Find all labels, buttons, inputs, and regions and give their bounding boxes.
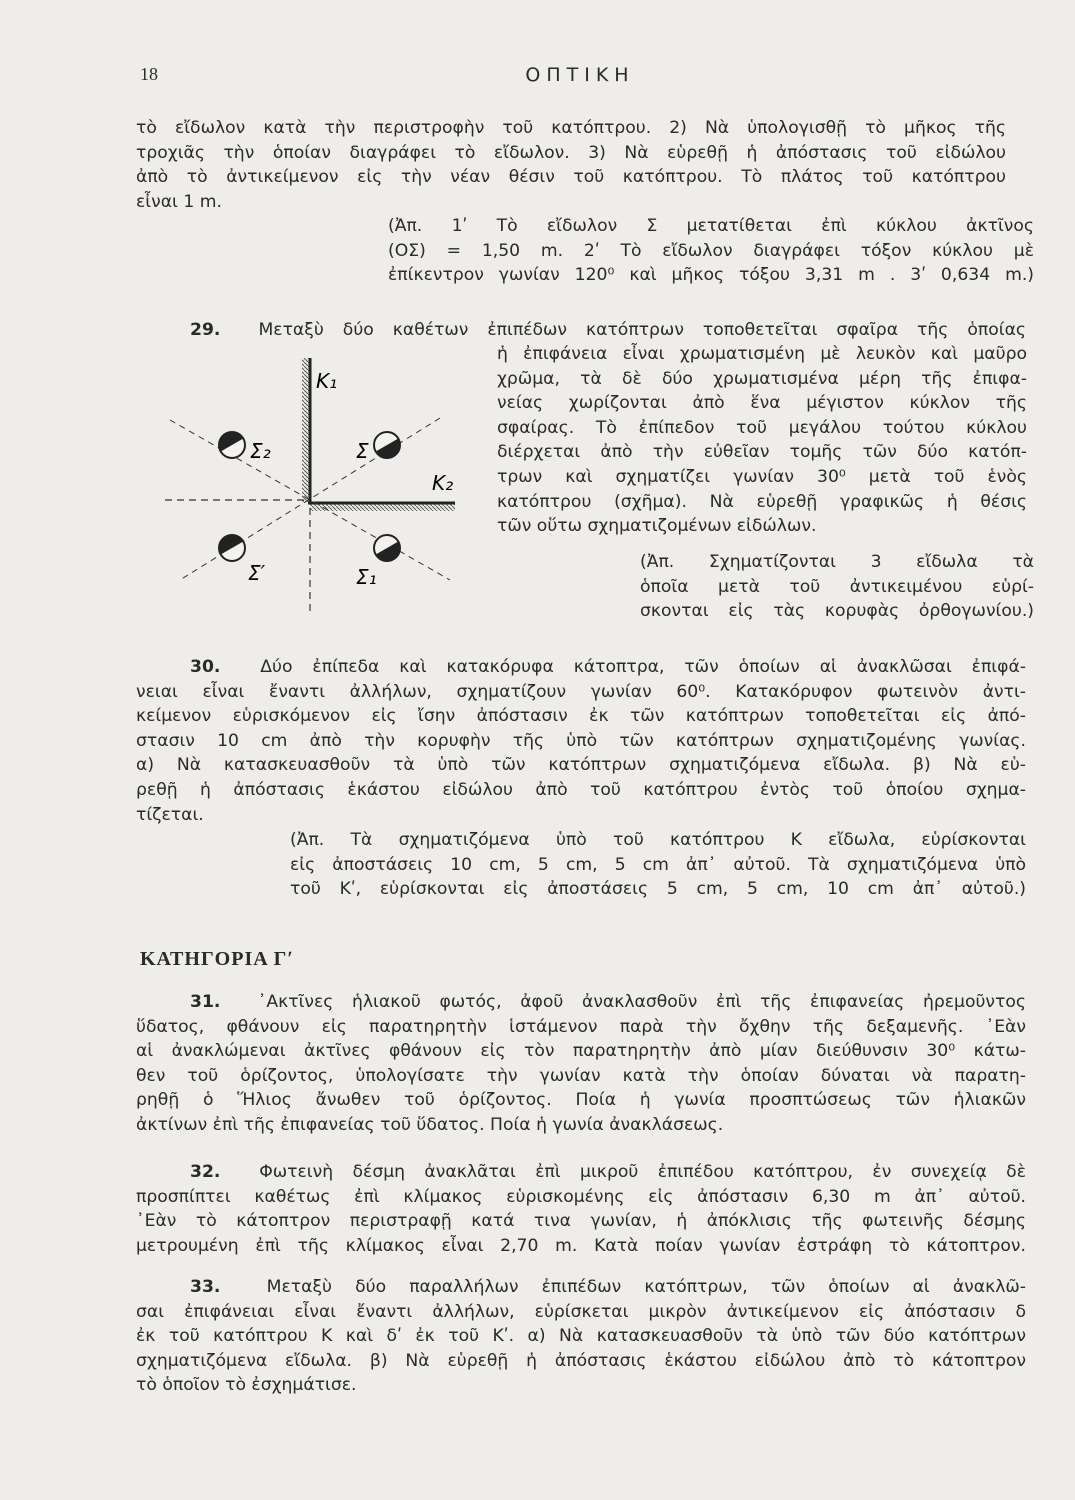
text-line: (Ἀπ. Τὰ σχηματιζόμενα ὑπὸ τοῦ κατόπτρου Κ εἴδωλα, εὑρίσκονται xyxy=(290,830,1026,850)
label-s2: Σ₂ xyxy=(250,439,271,463)
text-line: σφαίρας. Τὸ ἐπίπεδον τοῦ μεγάλου τούτου κύκλου xyxy=(497,417,1027,438)
text-line: νειαι εἶναι ἔναντι ἀλλήλων, σχηματίζουν γωνίαν 60⁰. Κατακόρυφον φωτεινὸν ἀντι- xyxy=(136,681,1026,702)
text-line: Δύο ἐπίπεδα καὶ κατακόρυφα κάτοπτρα, τῶν ὁποίων αἱ ἀνακλῶσαι ἐπιφά- xyxy=(260,657,1026,677)
label-s-prime: Σ′ xyxy=(248,561,266,585)
sphere-s xyxy=(374,432,405,463)
problem-number: 33. xyxy=(190,1277,221,1297)
label-k2: K₂ xyxy=(432,471,454,495)
text-line: ἀκτίνων ἐπὶ τῆς ἐπιφανείας τοῦ ὕδατος. Ποία ἡ γωνία ἀνακλάσεως. xyxy=(136,1114,724,1135)
text-line: προσπίπτει καθέτως ἐπὶ κλίμακος εὑρισκομένης εἰς ἀπόστασιν 6,30 m ἀπ᾽ αὐτοῦ. xyxy=(136,1186,1026,1207)
text-line: τροχιᾶς τὴν ὁποίαν διαγράφει τὸ εἴδωλον. 3) Νὰ εὑρεθῇ ἡ ἀπόστασις τοῦ εἰδώλου xyxy=(136,142,1006,163)
problem-number: 29. xyxy=(190,320,221,340)
text-line: (Ἀπ. Σχηματίζονται 3 εἴδωλα τὰ xyxy=(640,552,1034,572)
text-line: μετρουμένη ἐπὶ τῆς κλίμακος εἶναι 2,70 m. Κατὰ ποίαν γωνίαν ἐστράφη τὸ κάτοπτρον. xyxy=(136,1235,1026,1256)
text-line: ὁποῖα μετὰ τοῦ ἀντικειμένου εὑρί- xyxy=(640,576,1034,597)
problem-29-answer xyxy=(640,550,1034,624)
sphere-s2 xyxy=(214,427,245,458)
text-line: ρηθῇ ὁ Ἥλιος ἄνωθεν τοῦ ὁρίζοντος. Ποία ἡ γωνία προσπτώσεως τῶν ἡλιακῶν xyxy=(136,1090,1026,1111)
intro-paragraph xyxy=(136,116,1006,214)
text-line: τρων καὶ σχηματίζει γωνίαν 30⁰ μετὰ τοῦ ἑνὸς xyxy=(497,466,1027,487)
text-line: ᾿Εὰν τὸ κάτοπτρον περιστραφῇ κατά τινα γωνίαν, ἡ ἀπόκλισις τῆς φωτεινῆς δέσμης xyxy=(136,1211,1026,1232)
problem-29-first-line xyxy=(190,318,1026,343)
intro-answer xyxy=(388,214,1034,288)
text-line: κατόπτρου (σχῆμα). Νὰ εὑρεθῇ γραφικῶς ἡ θέσις xyxy=(497,491,1027,512)
problem-33 xyxy=(136,1275,1026,1398)
mirror-diagram xyxy=(160,350,470,620)
text-line: κείμενον εὑρισκόμενον εἰς ἴσην ἀπόστασιν ἐκ τῶν κατόπτρων τοποθετεῖται εἰς ἀπό- xyxy=(136,706,1026,727)
problem-number: 30. xyxy=(190,657,221,677)
text-line: νείας χωρίζονται ἀπὸ ἕνα μέγιστον κύκλον τῆς xyxy=(497,393,1027,414)
text-line: Μεταξὺ δύο παραλλήλων ἐπιπέδων κατόπτρων, τῶν ὁποίων αἱ ἀνακλῶ- xyxy=(266,1277,1026,1297)
text-line: στασιν 10 cm ἀπὸ τὴν κορυφὴν τῆς ὑπὸ τῶν κατόπτρων σχηματιζομένης γωνίας. xyxy=(136,730,1026,751)
text-line: σαι ἐπιφάνειαι εἶναι ἔναντι ἀλλήλων, εὑρίσκεται μικρὸν ἀντικείμενον εἰς ἀπόστασιν δ xyxy=(136,1301,1026,1322)
text-line: ἀπὸ τὸ ἀντικείμενον εἰς τὴν νέαν θέσιν τοῦ κατόπτρου. Τὸ πλάτος τοῦ κατόπτρου xyxy=(136,167,1006,188)
text-line: εἶναι 1 m. xyxy=(136,191,222,212)
text-line: σκονται εἰς τὰς κορυφὰς ὀρθογωνίου.) xyxy=(640,601,1034,622)
sphere-s-prime xyxy=(214,530,245,561)
text-line: διέρχεται ἀπὸ τὴν εὐθεῖαν τομῆς τῶν δύο κατόπ- xyxy=(497,442,1027,463)
text-line: τοῦ Κʹ, εὑρίσκονται εἰς ἀποστάσεις 5 cm, 5 cm, 10 cm ἀπ᾽ αὐτοῦ.) xyxy=(290,879,1026,900)
text-line: Μεταξὺ δύο καθέτων ἐπιπέδων κατόπτρων τοποθετεῖται σφαῖρα τῆς ὁποίας xyxy=(258,320,1026,340)
text-line: (ΟΣ) = 1,50 m. 2ʹ Τὸ εἴδωλον διαγράφει τόξον κύκλου μὲ xyxy=(388,240,1034,261)
text-line: ἐπίκεντρον γωνίαν 120⁰ καὶ μῆκος τόξου 3,31 m . 3ʹ 0,634 m.) xyxy=(388,265,1034,286)
category-heading: ΚΑΤΗΓΟΡΙΑ Γʹ xyxy=(140,948,294,970)
text-line: ἐκ τοῦ κατόπτρου Κ καὶ δʹ ἐκ τοῦ Κʹ. α) Νὰ κατασκευασθοῦν τὰ ὑπὸ τῶν δύο κατόπτρων xyxy=(136,1326,1026,1347)
problem-29-body xyxy=(497,342,1027,539)
problem-number: 32. xyxy=(190,1162,221,1182)
text-line: αἱ ἀνακλώμεναι ἀκτῖνες φθάνουν εἰς τὸν παρατηρητὴν ἀπὸ μίαν διεύθυνσιν 30⁰ κάτω- xyxy=(136,1041,1026,1062)
text-line: α) Νὰ κατασκευασθοῦν τὰ ὑπὸ τῶν κατόπτρων σχηματιζόμενα εἴδωλα. β) Νὰ εὑ- xyxy=(136,755,1026,776)
text-line: (Ἀπ. 1ʹ Τὸ εἴδωλον Σ μετατίθεται ἐπὶ κύκλου ἀκτῖνος xyxy=(388,216,1034,236)
text-line: ρεθῇ ἡ ἀπόστασις ἑκάστου εἰδώλου ἀπὸ τοῦ κατόπτρου ἐντὸς τοῦ ὁποίου σχημα- xyxy=(136,779,1026,800)
text-line: Φωτεινὴ δέσμη ἀνακλᾶται ἐπὶ μικροῦ ἐπιπέδου κατόπτρου, ἐν συνεχείᾳ δὲ xyxy=(259,1162,1026,1182)
text-line: τῶν οὕτω σχηματιζομένων εἰδώλων. xyxy=(497,516,817,537)
text-line: εἰς ἀποστάσεις 10 cm, 5 cm, 5 cm ἀπ᾽ αὐτοῦ. Τὰ σχηματιζόμενα ὑπὸ xyxy=(290,854,1026,875)
text-line: ᾿Ακτῖνες ἡλιακοῦ φωτός, ἀφοῦ ἀνακλασθοῦν ἐπὶ τῆς ἐπιφανείας ἠρεμοῦντος xyxy=(257,992,1026,1012)
text-line: τίζεται. xyxy=(136,804,204,825)
page-header-title: ΟΠΤΙΚΗ xyxy=(525,64,635,86)
problem-31 xyxy=(136,990,1026,1138)
text-line: ἡ ἐπιφάνεια εἶναι χρωματισμένη μὲ λευκὸν καὶ μαῦρο xyxy=(497,344,1027,364)
label-s: Σ xyxy=(356,439,369,463)
text-line: τὸ εἴδωλον κατὰ τὴν περιστροφὴν τοῦ κατόπτρου. 2) Νὰ ὑπολογισθῇ τὸ μῆκος τῆς xyxy=(136,118,1006,138)
label-k1: K₁ xyxy=(316,369,338,393)
text-line: σχηματιζόμενα εἴδωλα. β) Νὰ εὑρεθῇ ἡ ἀπόστασις ἑκάστου εἰδώλου ἀπὸ τὸ κάτοπτρον xyxy=(136,1350,1026,1371)
page-number: 18 xyxy=(140,64,158,84)
sphere-s1 xyxy=(374,535,405,566)
problem-32 xyxy=(136,1160,1026,1258)
problem-30-answer xyxy=(290,828,1026,902)
label-s1: Σ₁ xyxy=(356,565,377,589)
text-line: χρῶμα, τὰ δὲ δύο χρωματισμένα μέρη τῆς ἐπιφα- xyxy=(497,368,1027,389)
text-line: τὸ ὁποῖον τὸ ἐσχημάτισε. xyxy=(136,1375,357,1396)
problem-number: 31. xyxy=(190,992,221,1012)
text-line: θεν τοῦ ὁρίζοντος, ὑπολογίσατε τὴν γωνίαν κατὰ τὴν ὁποίαν δύναται νὰ παρατη- xyxy=(136,1065,1026,1086)
text-line: ὕδατος, φθάνουν εἰς παρατηρητὴν ἱστάμενον παρὰ τὴν ὄχθην τῆς δεξαμενῆς. ᾿Εὰν xyxy=(136,1016,1026,1037)
problem-30 xyxy=(136,655,1026,827)
